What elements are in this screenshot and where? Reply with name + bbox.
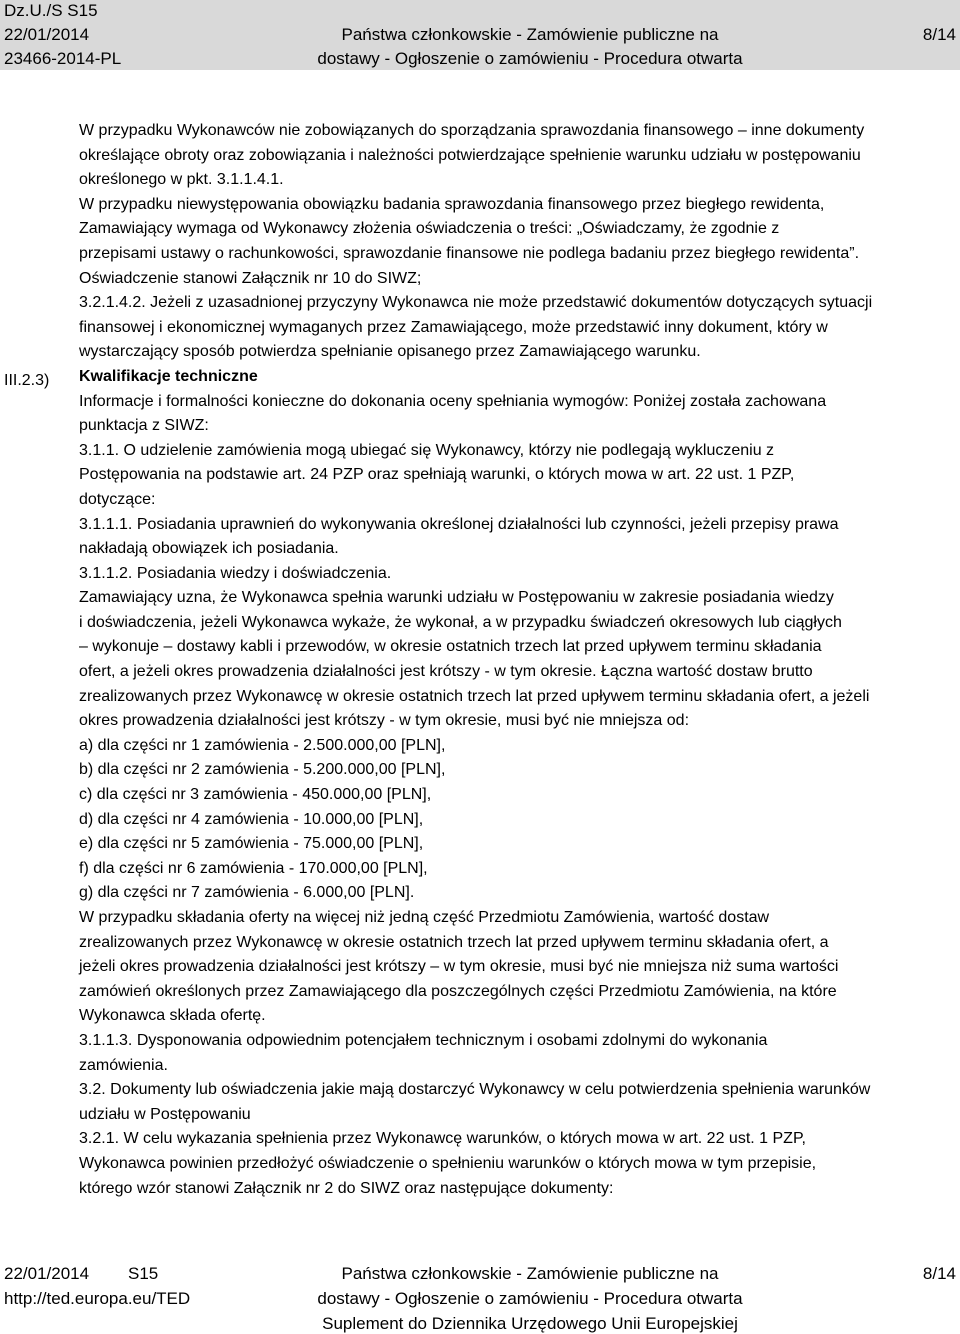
list-item: d) dla części nr 4 zamówienia - 10.000,00 [PLN], (79, 810, 424, 828)
text-line: Postępowania na podstawie art. 24 PZP oraz spełniają warunki, o których mowa w art. 22 ust. 1 PZP, (79, 466, 795, 484)
text-line: udziału w Postępowaniu (79, 1105, 251, 1123)
footer-title-line2: dostawy - Ogłoszenie o zamówieniu - Procedura otwarta (317, 1289, 743, 1308)
document-body (79, 119, 951, 1201)
text-line: 3.2.1.4.2. Jeżeli z uzasadnionej przyczyny Wykonawca nie może przedstawić dokumentów dotyczących sytuacji (79, 294, 873, 312)
text-line: Oświadczenie stanowi Załącznik nr 10 do SIWZ; (79, 269, 422, 287)
text-line: 3.1.1. O udzielenie zamówienia mogą ubiegać się Wykonawcy, którzy nie podlegają wykluczeniu z (79, 441, 775, 459)
list-item: g) dla części nr 7 zamówienia - 6.000,00 [PLN]. (79, 884, 415, 902)
footer-supplement: Suplement do Dziennika Urzędowego Unii Europejskiej (322, 1314, 738, 1333)
financial-paragraphs (79, 119, 951, 365)
text-line: 3.1.1.1. Posiadania uprawnień do wykonywania określonej działalności lub czynności, jeżeli przepisy prawa (79, 515, 839, 533)
text-line: zrealizowanych przez Wykonawcę w okresie ostatnich trzech lat przed upływem terminu składania ofert, a jeżeli (79, 687, 870, 705)
text-line: określonego w pkt. 3.1.1.4.1. (79, 171, 284, 189)
text-line: zrealizowanych przez Wykonawcę w okresie ostatnich trzech lat przed upływem terminu składania ofert, a (79, 933, 829, 951)
list-item: f) dla części nr 6 zamówienia - 170.000,00 [PLN], (79, 859, 428, 877)
header-page-number: 8/14 (922, 25, 956, 44)
list-item: c) dla części nr 3 zamówienia - 450.000,00 [PLN], (79, 786, 432, 804)
text-line: W przypadku Wykonawców nie zobowiązanych do sporządzania sprawozdania finansowego – inne dokumenty (79, 122, 865, 139)
text-line: W przypadku niewystępowania obowiązku badania sprawozdania finansowego przez biegłego rewidenta, (79, 195, 825, 213)
list-item: b) dla części nr 2 zamówienia - 5.200.000,00 [PLN], (79, 761, 446, 779)
text-line: nakładają obowiązek ich posiadania. (79, 540, 339, 558)
notice-number: 23466-2014-PL (4, 49, 122, 68)
footer-url-link[interactable]: http://ted.europa.eu/TED (4, 1289, 191, 1308)
text-line: Zamawiający wymaga od Wykonawcy złożenia oświadczenia o treści: „Oświadczamy, że zgodnie z (79, 220, 780, 238)
journal-reference: Dz.U./S S15 (4, 1, 98, 20)
header-title-line2: dostawy - Ogłoszenie o zamówieniu - Procedura otwarta (317, 49, 743, 68)
text-line: Wykonawca składa ofertę. (79, 1007, 266, 1025)
section-heading: Kwalifikacje techniczne (79, 367, 258, 385)
text-line: 3.2.1. W celu wykazania spełnienia przez Wykonawcę warunków, o których mowa w art. 22 ust. 1 PZP, (79, 1130, 806, 1148)
header-date: 22/01/2014 (4, 25, 90, 44)
text-line: i doświadczenia, jeżeli Wykonawca wykaże, że wykonał, a w przypadku świadczeń okresowych lub ciągłych (79, 613, 842, 631)
text-line: przepisami ustawy o rachunkowości, sprawozdanie finansowe nie podlega badaniu przez biegłego rewidenta”. (79, 244, 860, 262)
section-number: III.2.3) (4, 372, 50, 389)
text-line: jeżeli okres prowadzenia działalności jest krótszy – w tym okresie, musi być nie mniejsza niż suma wartości (79, 958, 839, 976)
text-line: którego wzór stanowi Załącznik nr 2 do SIWZ oraz następujące dokumenty: (79, 1179, 614, 1197)
text-line: W przypadku składania oferty na więcej niż jedną część Przedmiotu Zamówienia, wartość dostaw (79, 909, 770, 926)
page-footer (0, 1259, 960, 1334)
text-line: punktacja z SIWZ: (79, 417, 209, 435)
text-line: Zamawiający uzna, że Wykonawca spełnia warunki udziału w Postępowaniu w zakresie posiadania wiedzy (79, 589, 834, 607)
technical-qualifications (79, 390, 951, 1202)
text-line: zamówień określonych przez Zamawiającego dla poszczególnych części Przedmiotu Zamówienia, na które (79, 982, 837, 1000)
text-line: dotyczące: (79, 490, 156, 508)
text-line: 3.2. Dokumenty lub oświadczenia jakie mają dostarczyć Wykonawcy w celu potwierdzenia spełnienia warunków (79, 1081, 871, 1099)
text-line: 3.1.1.2. Posiadania wiedzy i doświadczenia. (79, 564, 392, 582)
page-header (0, 0, 960, 70)
header-title-line1: Państwa członkowskie - Zamówienie publiczne na (341, 25, 719, 44)
text-line: – wykonuje – dostawy kabli i przewodów, w okresie ostatnich trzech lat przed upływem terminu składania (79, 638, 822, 656)
text-line: Informacje i formalności konieczne do dokonania oceny spełniania wymogów: Poniżej została zachowana (79, 392, 827, 410)
text-line: zamówienia. (79, 1056, 168, 1074)
text-line: określające obroty oraz zobowiązania i należności potwierdzające spełnienie warunku udziału w postępowaniu (79, 146, 861, 164)
text-line: 3.1.1.3. Dysponowania odpowiednim potencjałem technicznym i osobami zdolnymi do wykonania (79, 1031, 768, 1049)
footer-series: S15 (128, 1264, 159, 1283)
text-line: Wykonawca powinien przedłożyć oświadczenie o spełnieniu warunków o których mowa w tym przepisie, (79, 1154, 817, 1172)
list-item: a) dla części nr 1 zamówienia - 2.500.000,00 [PLN], (79, 736, 446, 754)
list-item: e) dla części nr 5 zamówienia - 75.000,00 [PLN], (79, 835, 424, 853)
text-line: ofert, a jeżeli okres prowadzenia działalności jest krótszy - w tym okresie. Łączna wartość dostaw brutto (79, 663, 813, 681)
text-line: finansowej i ekonomicznej wymaganych przez Zamawiającego, może przedstawić inny dokument, który w (79, 318, 828, 336)
footer-title-line1: Państwa członkowskie - Zamówienie publiczne na (341, 1264, 719, 1283)
footer-date: 22/01/2014 (4, 1264, 90, 1283)
text-line: wystarczający sposób potwierdza spełnianie opisanego przez Zamawiającego warunku. (79, 343, 701, 361)
footer-page-number: 8/14 (922, 1264, 956, 1283)
text-line: okres prowadzenia działalności jest krótszy - w tym okresie, musi być nie mniejsza od: (79, 712, 690, 730)
